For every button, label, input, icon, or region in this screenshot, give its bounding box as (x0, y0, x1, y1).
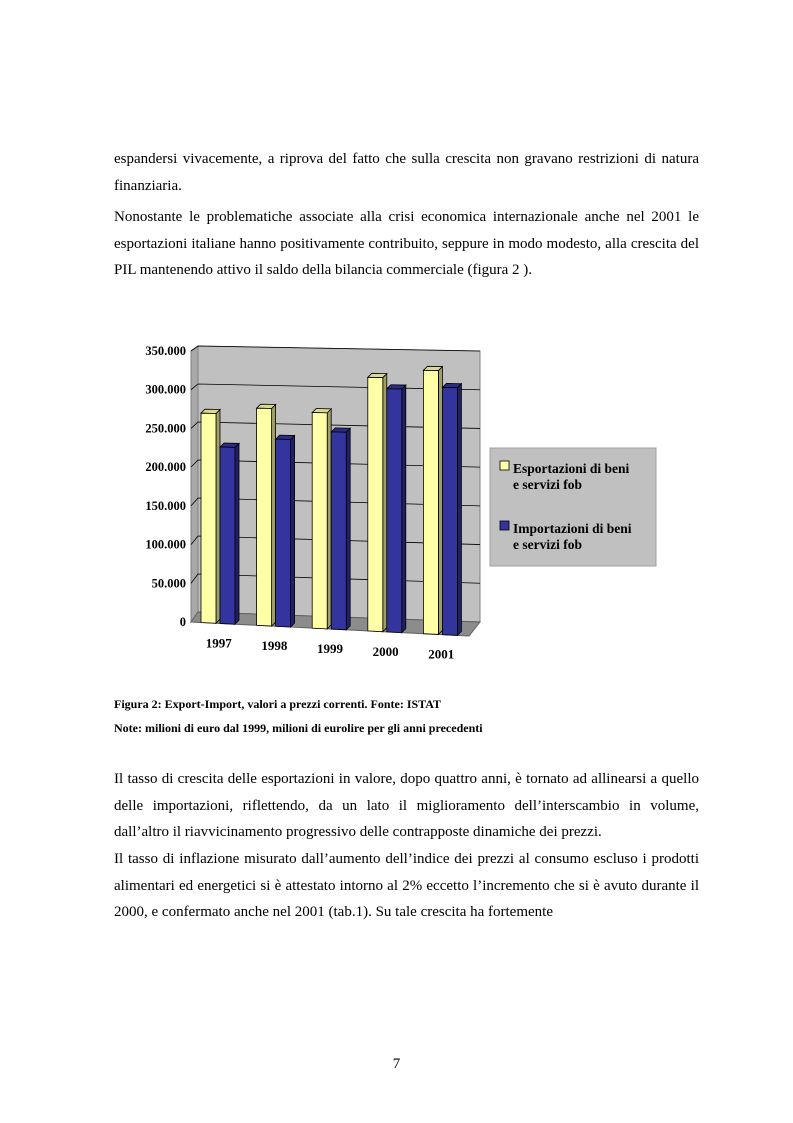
bar-top-importazioni (387, 385, 406, 389)
bar-esportazioni-2000 (368, 377, 383, 631)
legend-label: Importazioni di beni (513, 521, 632, 536)
paragraph-3: Il tasso di crescita delle esportazioni in valore, dopo quattro anni, è tornato ad allinearsi a quello delle importazioni, riflettendo, da un lato il miglioramento dell’interscambio in volume, dall’altro il riavvicinamento progressivo delle contrapposte dinamiche dei prezzi. (114, 771, 699, 841)
y-tick-label: 150.000 (145, 498, 186, 513)
y-tick-label: 200.000 (145, 460, 186, 475)
bar-side-importazioni (235, 443, 239, 624)
bar-importazioni-2001 (442, 387, 457, 635)
x-tick-label: 1999 (317, 641, 343, 656)
page-number: 7 (392, 1056, 401, 1072)
bar-esportazioni-1999 (312, 413, 327, 629)
bar-importazioni-1999 (331, 432, 346, 630)
bar-esportazioni-2001 (423, 370, 438, 634)
legend-label: e servizi fob (513, 537, 582, 552)
y-tick-label: 0 (179, 615, 186, 629)
figure-caption: Figura 2: Export-Import, valori a prezzi correnti. Fonte: ISTAT (114, 697, 442, 711)
figure-note: Note: milioni di euro dal 1999, milioni di eurolire per gli anni precedenti (114, 721, 483, 735)
bar-side-importazioni (346, 428, 350, 630)
bar-esportazioni-1997 (201, 413, 216, 623)
bar-side-esportazioni (327, 409, 331, 629)
x-tick-label: 2000 (372, 643, 399, 659)
x-tick-label: 2001 (428, 646, 455, 662)
y-tick-label: 250.000 (145, 421, 186, 436)
y-tick-label: 100.000 (145, 537, 186, 552)
bar-side-esportazioni (216, 410, 220, 624)
bar-importazioni-1997 (220, 447, 235, 624)
bar-importazioni-2000 (387, 389, 402, 633)
legend-label: Esportazioni di beni (513, 461, 630, 476)
bar-top-importazioni (442, 383, 461, 387)
bar-side-esportazioni (438, 367, 442, 635)
y-tick-label: 50.000 (151, 576, 186, 591)
bar-side-esportazioni (272, 405, 276, 627)
legend-swatch (500, 521, 509, 530)
bar-side-importazioni (457, 384, 461, 636)
bar-top-esportazioni (423, 366, 442, 370)
paragraph-4: Il tasso di inflazione misurato dall’aumento dell’indice dei prezzi al consumo escluso i prodotti alimentari ed energetici si è attestato intorno al 2% eccetto l’incremento che si è avuto durante il 2000, e confermato anche nel 2001 (tab.1). Su tale crescita ha fortemente (114, 851, 699, 921)
chart-side-wall (191, 346, 198, 622)
bar-side-esportazioni (383, 374, 387, 632)
y-tick-label: 300.000 (145, 382, 186, 397)
paragraph-1: espandersi vivacemente, a riprova del fatto che sulla crescita non gravano restrizioni di natura finanziaria. (114, 151, 699, 194)
legend-label: e servizi fob (513, 477, 582, 492)
bar-top-esportazioni (368, 373, 387, 377)
bar-side-importazioni (291, 436, 295, 628)
bar-importazioni-1998 (276, 439, 291, 627)
x-tick-label: 1997 (205, 635, 232, 651)
y-tick-label: 350.000 (145, 344, 186, 358)
bar-side-importazioni (402, 385, 406, 633)
x-tick-label: 1998 (261, 638, 288, 654)
paragraph-2: Nonostante le problematiche associate alla crisi economica internazionale anche nel 2001 le esportazioni italiane hanno positivamente contribuito, seppure in modo modesto, alla crescita del PIL mantenendo attivo il saldo della bilancia commerciale (figura 2 ). (114, 209, 699, 279)
bar-esportazioni-1998 (257, 408, 272, 626)
legend-swatch (500, 461, 509, 470)
